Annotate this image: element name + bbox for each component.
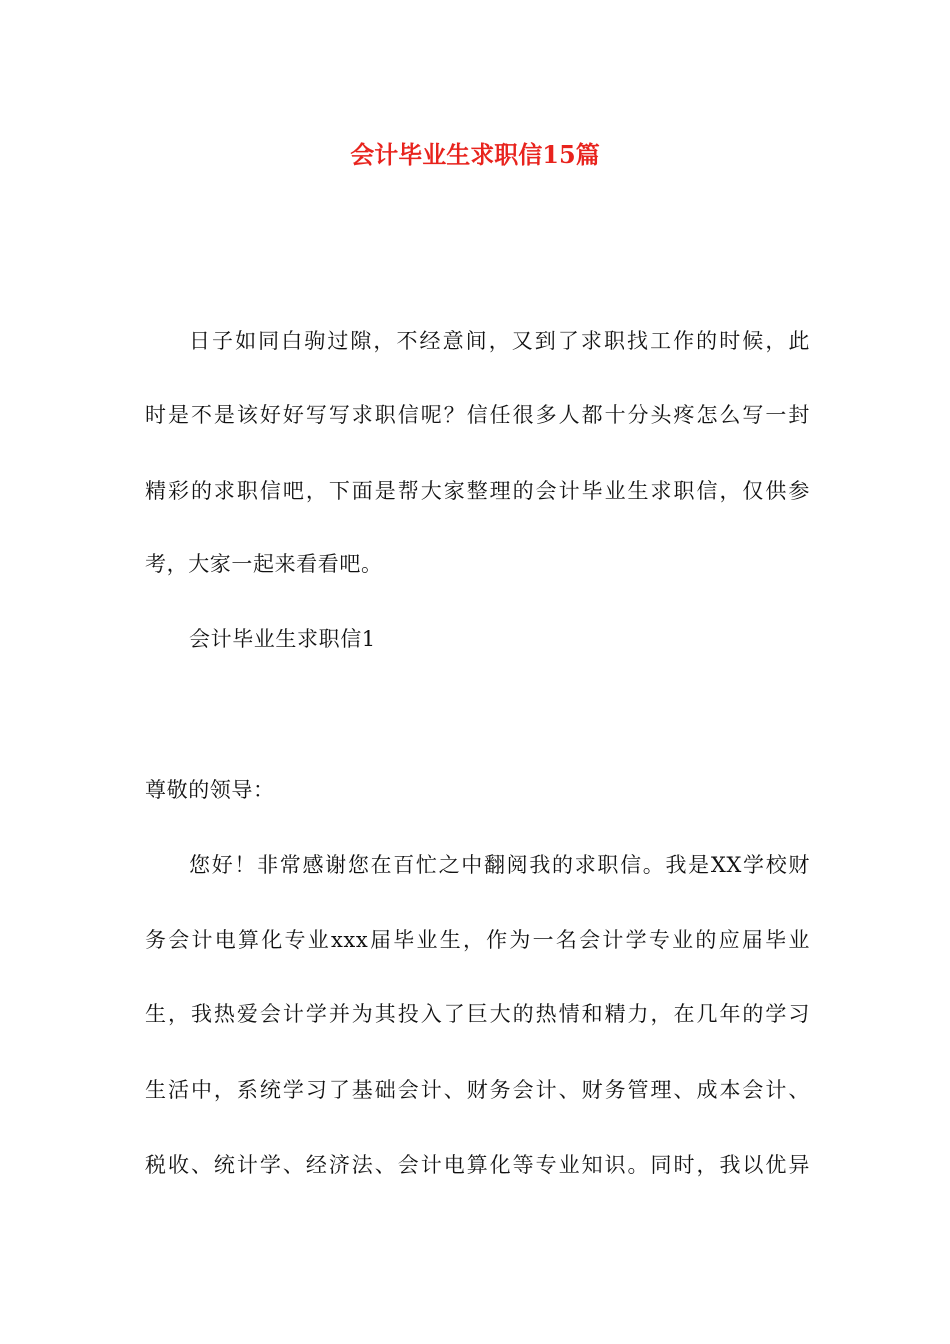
intro-line-3: 精彩的求职信吧，下面是帮大家整理的会计毕业生求职信，仅供参 [145,479,810,503]
body-line-2: 务会计电算化专业xxx届毕业生，作为一名会计学专业的应届毕业 [145,928,810,952]
body-line-1: 您好！非常感谢您在百忙之中翻阅我的求职信。我是XX学校财 [189,853,810,877]
body-line-5: 税收、统计学、经济法、会计电算化等专业知识。同时，我以优异 [145,1153,810,1177]
body-line-4: 生活中，系统学习了基础会计、财务会计、财务管理、成本会计、 [145,1078,810,1102]
document-title: 会计毕业生求职信15篇 [350,140,600,169]
salutation: 尊敬的领导： [145,778,275,802]
intro-line-1: 日子如同白驹过隙，不经意间，又到了求职找工作的时候，此 [189,329,810,353]
intro-line-2: 时是不是该好好写写求职信呢？信任很多人都十分头疼怎么写一封 [145,403,810,427]
body-line-3: 生，我热爱会计学并为其投入了巨大的热情和精力，在几年的学习 [145,1002,810,1026]
intro-line-4: 考，大家一起来看看吧。 [145,552,383,576]
section-heading: 会计毕业生求职信1 [189,627,376,651]
